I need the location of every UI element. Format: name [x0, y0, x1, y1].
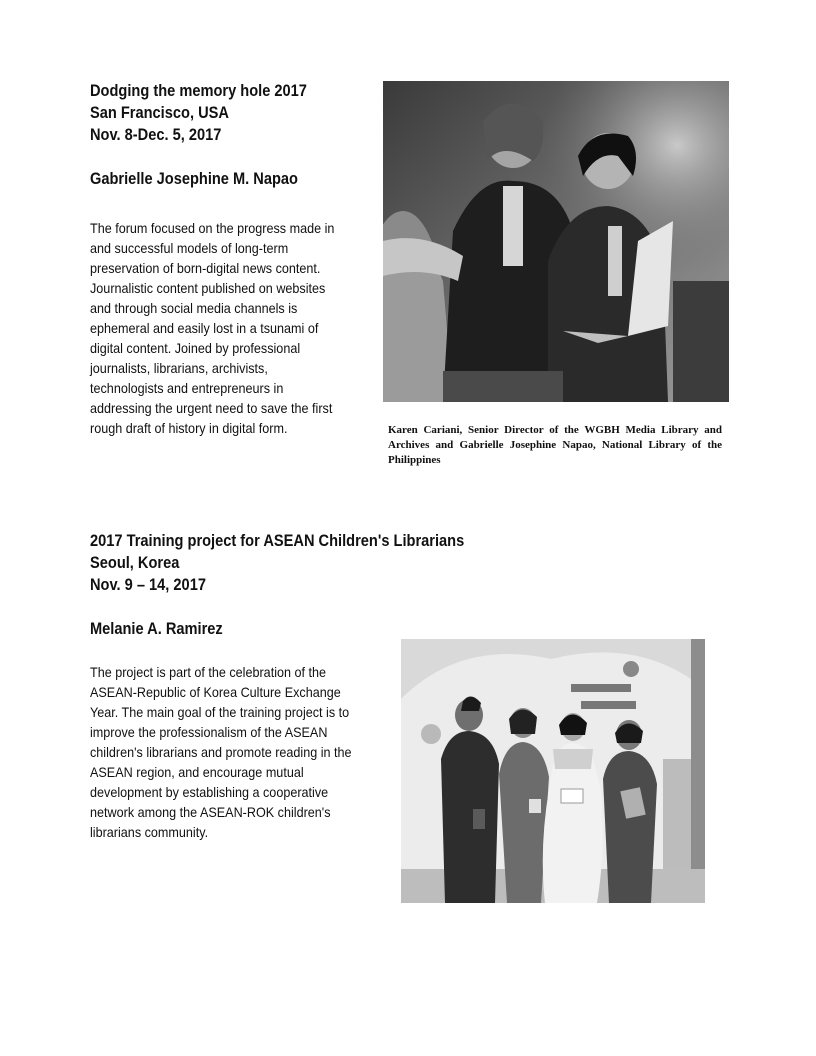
section1-author: Gabrielle Josephine M. Napao: [90, 169, 298, 188]
section2-author: Melanie A. Ramirez: [90, 619, 223, 638]
body-line: network among the ASEAN-ROK children's: [90, 804, 331, 820]
section2-header: [90, 530, 525, 640]
body-line: ASEAN-Republic of Korea Culture Exchange: [90, 684, 341, 700]
section1-body: [90, 218, 378, 438]
body-line: and through social media channels is: [90, 300, 298, 316]
body-line: digital content. Joined by professional: [90, 340, 301, 356]
body-line: Journalistic content published on websites: [90, 280, 326, 296]
body-line: technologists and entrepreneurs in: [90, 380, 284, 396]
section2-location: Seoul, Korea: [90, 553, 180, 572]
body-line: children's librarians and promote reading in the: [90, 744, 352, 760]
body-line: ephemeral and easily lost in a tsunami of: [90, 320, 319, 336]
body-line: ASEAN region, and encourage mutual: [90, 764, 304, 780]
body-line: preservation of born-digital news content.: [90, 260, 321, 276]
body-line: improve the professionalism of the ASEAN: [90, 724, 328, 740]
conference-photo: [383, 81, 729, 402]
section1-location: San Francisco, USA: [90, 103, 229, 122]
section2-event-title: 2017 Training project for ASEAN Children's Librarians: [90, 531, 465, 550]
body-line: journalists, librarians, archivists,: [90, 360, 268, 376]
body-line: rough draft of history in digital form.: [90, 420, 288, 436]
photo-caption: Karen Cariani, Senior Director of the WGBH Media Library and Archives and Gabrielle Josephine Napao, National Library of the Philippines: [388, 424, 722, 466]
body-line: The forum focused on the progress made in: [90, 220, 335, 236]
section1-event-title: Dodging the memory hole 2017: [90, 81, 307, 100]
body-line: development by establishing a cooperative: [90, 784, 329, 800]
section2-dates: Nov. 9 – 14, 2017: [90, 575, 206, 594]
body-line: librarians community.: [90, 824, 209, 840]
section1-dates: Nov. 8-Dec. 5, 2017: [90, 125, 222, 144]
body-line: The project is part of the celebration of the: [90, 664, 327, 680]
body-line: addressing the urgent need to save the first: [90, 400, 333, 416]
section1-header: [90, 80, 342, 190]
group-photo: [401, 639, 705, 903]
section2-body: [90, 662, 396, 842]
body-line: and successful models of long-term: [90, 240, 289, 256]
body-line: Year. The main goal of the training project is to: [90, 704, 350, 720]
